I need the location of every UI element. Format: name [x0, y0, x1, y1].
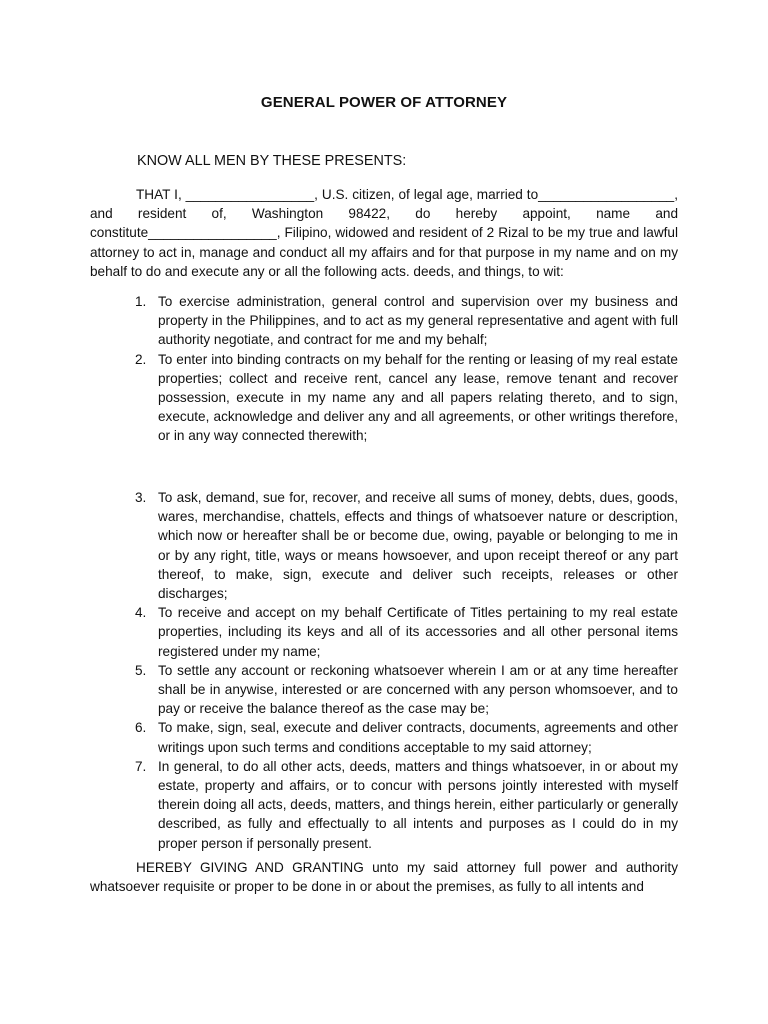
item-text: To make, sign, seal, execute and deliver contracts, documents, agreements and other writings upon such terms and conditions acceptable to my said attorney;	[158, 720, 678, 755]
list-item	[90, 488, 678, 603]
list-item	[90, 757, 678, 853]
item-text: To receive and accept on my behalf Certificate of Titles pertaining to my real estate properties, including its keys and all of its accessories and all other personal items registered under my name;	[158, 605, 678, 659]
item-text: To settle any account or reckoning whatsoever wherein I am or at any time hereafter shall be in anywise, interested or are concerned with any person whomsoever, and to pay or receive the balance thereof as the case may be;	[158, 662, 678, 717]
item-number: 6.	[135, 720, 147, 736]
item-number: 5.	[135, 662, 147, 678]
item-number: 1.	[135, 294, 147, 309]
closing-paragraph: HEREBY GIVING AND GRANTING unto my said attorney full power and authority whatsoever requisite or proper to be done in or about the premises, as fully to all intents and	[90, 860, 678, 895]
item-number: 7.	[135, 758, 147, 774]
item-text: To ask, demand, sue for, recover, and receive all sums of money, debts, dues, goods, wares, merchandise, chattels, effects and things of whatsoever nature or description, which now or hereafter shall be or become due, owing, payable or belonging to me in or by any right, title, ways or means howsoever, and upon receipt thereof or any part thereof, to make, sign, execute and deliver such receipts, releases or other discharges;	[158, 490, 678, 602]
item-text: In general, to do all other acts, deeds, matters and things whatsoever, in or about my estate, property and affairs, or to concur with persons jointly interested with myself therein doing all acts, deeds, matters, and things herein, either particularly or generally described, as fully and effectually to all intents and purposes as I could do in my proper person if personally present.	[158, 758, 678, 851]
item-number: 4.	[135, 605, 147, 621]
item-text: To exercise administration, general control and supervision over my business and property in the Philippines, and to act as my general representative and agent with full authority negotiate, and contract for me and my behalf;	[158, 294, 678, 348]
intro-paragraph: THAT I, _________________, U.S. citizen, of legal age, married to__________________, and resident of, Washington 98422, do hereby appoint, name and constitute_________________, Filipino, widowed and resident of 2 Rizal to be my true and lawful attorney to act in, manage and conduct all my affairs and for that purpose in my name and on my behalf to do and execute any or all the following acts. deeds, and things, to wit:	[90, 187, 678, 279]
powers-list-part-2	[90, 488, 678, 853]
list-item	[90, 718, 678, 756]
item-text: To enter into binding contracts on my behalf for the renting or leasing of my real estate properties; collect and receive rent, cancel any lease, remove tenant and recover possession, execute in my name any and all papers relating thereto, and to sign, execute, acknowledge and deliver any and all agreements, or other writings therefore, or in any way connected therewith;	[158, 351, 678, 444]
list-item	[90, 292, 678, 350]
list-item	[90, 603, 678, 661]
document-title: GENERAL POWER OF ATTORNEY	[260, 94, 508, 111]
salutation: KNOW ALL MEN BY THESE PRESENTS:	[137, 153, 407, 169]
list-item	[90, 661, 678, 719]
list-item	[90, 350, 678, 446]
item-number: 2.	[135, 351, 147, 367]
powers-list-part-1	[90, 292, 678, 446]
item-number: 3.	[135, 490, 147, 505]
